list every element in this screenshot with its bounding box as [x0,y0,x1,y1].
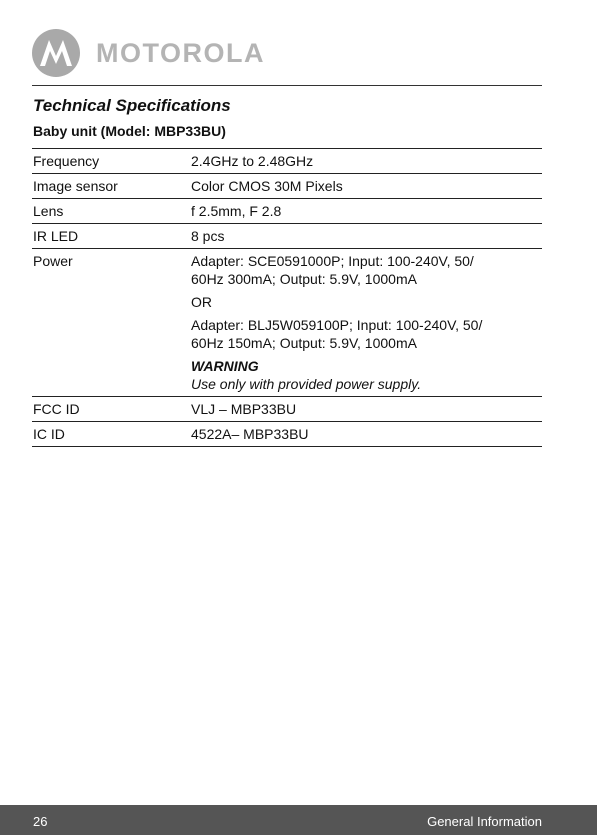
spec-label: Image sensor [33,178,118,194]
adapter-2-line-2: 60Hz 150mA; Output: 5.9V, 1000mA [191,335,417,351]
spec-row-ic-id [32,422,542,447]
spec-label: Frequency [33,153,100,169]
adapter-1-line-2: 60Hz 300mA; Output: 5.9V, 1000mA [191,271,417,287]
adapter-1-line-1: Adapter: SCE0591000P; Input: 100-240V, 50/ [191,253,474,269]
spec-row-ir-led [32,224,542,249]
spec-value: 8 pcs [191,228,225,244]
warning-text: Use only with provided power supply. [191,376,422,392]
spec-row-fcc-id [32,397,542,422]
spec-row-image-sensor [32,174,542,199]
spec-label: Power [33,253,73,269]
spec-label: IR LED [33,228,79,244]
spec-value-power [190,249,542,397]
spec-value: 2.4GHz to 2.48GHz [191,153,314,169]
spec-table [32,148,542,447]
adapter-option-2 [191,316,542,352]
brand-name: MOTOROLA [96,37,265,68]
spec-row-frequency [32,149,542,174]
spec-label: FCC ID [33,401,80,417]
spec-row-lens [32,199,542,224]
spec-value: f 2.5mm, F 2.8 [191,203,282,219]
adapter-2-line-1: Adapter: BLJ5W059100P; Input: 100-240V, 50/ [191,317,483,333]
spec-row-power [32,249,542,397]
spec-label: Lens [33,203,64,219]
spec-value: VLJ – MBP33BU [191,401,297,417]
adapter-option-1 [191,252,542,288]
section-title: Technical Specifications [33,96,231,115]
page-footer [0,805,597,835]
model-subheading: Baby unit (Model: MBP33BU) [33,123,226,139]
page-number: 26 [33,814,48,829]
motorola-logo-icon [32,29,80,77]
header-divider [32,85,542,86]
footer-section-title: General Information [427,814,542,829]
spec-value: 4522A– MBP33BU [191,426,309,442]
spec-label: IC ID [33,426,65,442]
spec-value: Color CMOS 30M Pixels [191,178,343,194]
warning-title: WARNING [191,358,259,374]
brand-logo [32,28,265,78]
or-separator: OR [191,294,212,310]
